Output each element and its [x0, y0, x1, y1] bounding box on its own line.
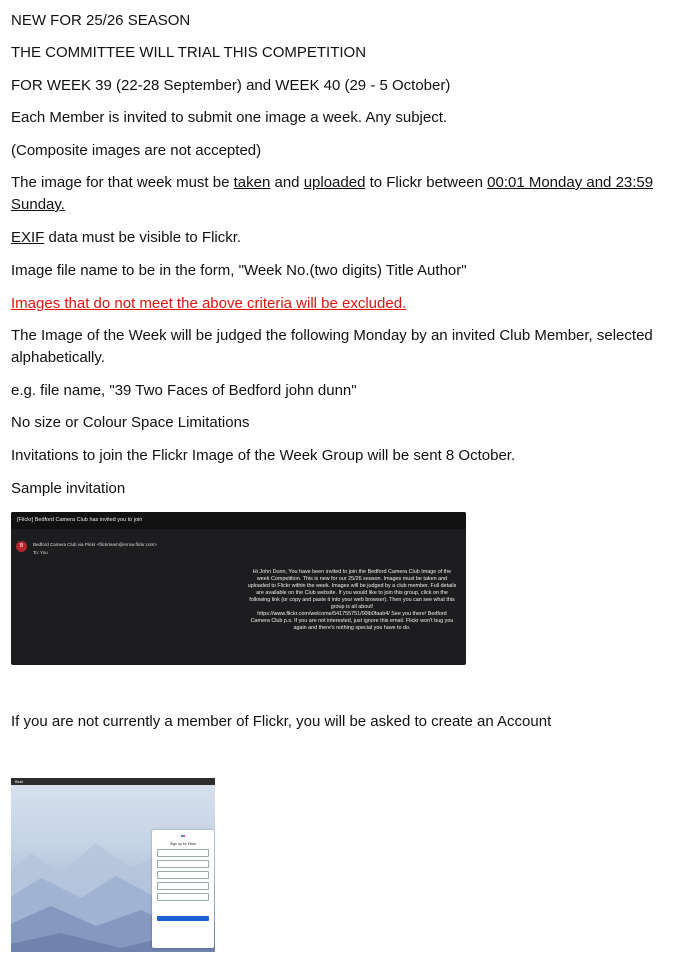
uploaded-text: uploaded: [303, 174, 366, 191]
committee-heading: THE COMMITTEE WILL TRIAL THIS COMPETITION: [11, 44, 367, 61]
time-window-text: 00:01 Monday and 23:59 Sunday.: [11, 174, 654, 213]
email-from: Bedford Camera Club via Flickr <flickrteam@errow.flickr.com>: [33, 542, 157, 547]
email-sender: [33, 541, 157, 557]
email-field: [157, 882, 209, 890]
email-subject: [Flickr] Bedford Camera Club has invited you to join: [11, 512, 466, 529]
flickr-dots-icon: [181, 835, 185, 837]
taken-text: taken: [233, 174, 271, 191]
upload-window-rule: [11, 172, 661, 216]
password-field: [157, 893, 209, 901]
sender-avatar: B: [16, 541, 27, 552]
exif-rest-text: data must be visible to Flickr.: [44, 229, 242, 246]
exclusion-warning: Images that do not meet the above criteria will be excluded.: [11, 295, 407, 312]
composite-note: (Composite images are not accepted): [11, 142, 262, 159]
age-field: [157, 871, 209, 879]
email-body: Hi John Dunn, You have been invited to join the Bedford Camera Club Image of the week Competition. This is new for our 25/26 season. Images must be taken and uploaded to Flickr within the week. Images will be judged by a club member. Full details are available on the Club website. If you would like to join this group, click on the following link (or copy and paste it into your web browser). Then you can see what this group is all about! https://www.flickr.com/welcome/541755751/00lb0faab4/ See you there! Bedford Camera Club p.s. If you are not interested, just ignore this email. Flickr won't bug you again and there's nothing special you have to do.: [247, 569, 457, 631]
filename-example: e.g. file name, "39 Two Faces of Bedford john dunn": [11, 382, 357, 399]
upload-text: to Flickr between: [365, 174, 488, 191]
filename-rule: Image file name to be in the form, "Week No.(two digits) Title Author": [11, 262, 467, 279]
signup-button: [157, 916, 209, 921]
flickr-signup-image: [11, 778, 215, 952]
last-name-field: [157, 860, 209, 868]
season-heading: NEW FOR 25/26 SEASON: [11, 12, 191, 29]
email-to: To: You: [33, 550, 48, 555]
size-note: No size or Colour Space Limitations: [11, 414, 250, 431]
account-note: If you are not currently a member of Flickr, you will be asked to create an Account: [11, 713, 552, 730]
upload-text: and: [270, 174, 304, 191]
judging-rule: The Image of the Week will be judged the following Monday by an invited Club Member, selected alphabetically.: [11, 327, 653, 366]
sample-invitation-image: [11, 512, 466, 665]
upload-text: The image for that week must be: [11, 174, 234, 191]
captcha-box: [157, 904, 209, 912]
weeks-line: FOR WEEK 39 (22-28 September) and WEEK 40 (29 - 5 October): [11, 77, 451, 94]
flickr-logo: flickr: [11, 778, 215, 785]
submission-rule: Each Member is invited to submit one image a week. Any subject.: [11, 109, 448, 126]
invitation-date: Invitations to join the Flickr Image of the Week Group will be sent 8 October.: [11, 447, 516, 464]
signup-title: Sign up for Flickr: [169, 842, 197, 846]
exif-rule: [11, 227, 241, 249]
signup-form: [152, 830, 214, 948]
exif-text: EXIF: [11, 229, 45, 246]
sample-invitation-label: Sample invitation: [11, 480, 126, 497]
first-name-field: [157, 849, 209, 857]
